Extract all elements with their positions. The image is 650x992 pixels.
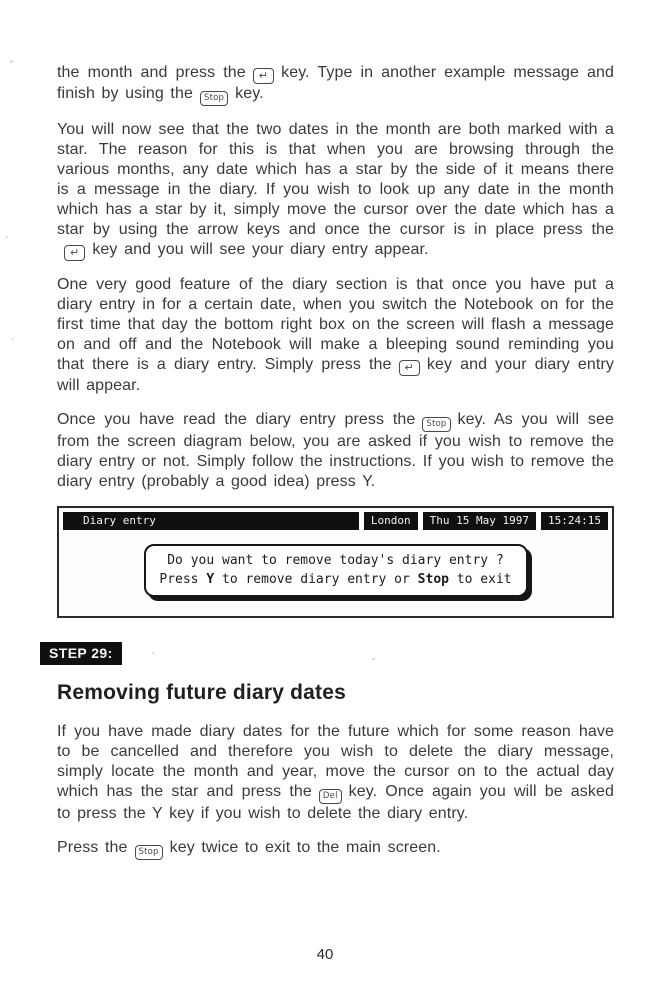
stop-key-icon — [135, 845, 163, 861]
screen-titlebar — [63, 512, 608, 530]
scan-speck — [10, 60, 13, 63]
dialog-line-2 — [152, 570, 520, 589]
titlebar-time: 15:24:15 — [541, 512, 608, 530]
scan-speck — [6, 236, 8, 238]
paragraph-6 — [57, 838, 614, 860]
paragraph-text: key and your diary entry will appear. — [57, 356, 614, 394]
dialog-text: Press — [159, 572, 207, 587]
paragraph-text: One very good feature of the diary section is that once you have put a diary entry in for a certain date, when you switch the Notebook on for the first time that day the bottom right box on the screen will flash a message on and off and the Notebook will make a bleeping sound reminding you that there is a diary entry. Simply press the — [57, 276, 614, 373]
paragraph-text: the month and press the — [57, 64, 246, 81]
scan-speck — [152, 652, 154, 654]
screen-diagram — [57, 506, 614, 618]
titlebar-date: Thu 15 May 1997 — [423, 512, 536, 530]
page-number: 40 — [316, 946, 334, 963]
titlebar-location: London — [364, 512, 418, 530]
paragraph-2 — [57, 120, 614, 261]
stop-key-text: Stop — [417, 572, 449, 587]
section-heading: Removing future diary dates — [57, 681, 346, 704]
del-key-label: Del — [322, 791, 338, 801]
paragraph-text: Once you have read the diary entry press the — [57, 411, 416, 428]
stop-key-label: Stop — [138, 847, 159, 857]
stop-key-icon — [422, 417, 450, 433]
paragraph-text: key and you will see your diary entry appear. — [92, 241, 429, 258]
dialog-text: to remove diary entry or — [214, 572, 418, 587]
scan-speck — [372, 658, 375, 660]
paragraph-text: If you have made diary dates for the future which for some reason have to be cancelled and therefore you wish to delete the diary message, simply locate the month and year, move the cursor on to the actual day which has the star and press the — [57, 723, 614, 800]
paragraph-4 — [57, 410, 614, 492]
stop-key-label: Stop — [426, 419, 447, 429]
stop-key-icon — [200, 91, 228, 107]
del-key-icon — [319, 789, 342, 805]
enter-key-glyph: ↵ — [258, 69, 269, 82]
step-badge: STEP 29: — [40, 642, 122, 665]
paragraph-text: key. As you will see from the screen diagram below, you are asked if you wish to remove the diary entry or not. Simply follow the instructions. If you wish to remove the diary entry (probably a good idea) press Y. — [57, 411, 614, 490]
enter-key-icon — [253, 68, 274, 84]
paragraph-text: Press the — [57, 839, 128, 856]
paragraph-text: You will now see that the two dates in the month are both marked with a star. The reason for this is that when you are browsing through the various months, any date which has a star by the side of it means there is a message in the diary. If you wish to look up any date in the month which has a star by it, simply move the cursor over the date which has a star by using the arrow keys and once the cursor is in place press the — [57, 121, 614, 238]
paragraph-text: key twice to exit to the main screen. — [169, 839, 441, 856]
page-content — [49, 63, 614, 874]
dialog-line-1: Do you want to remove today's diary entry ? — [167, 553, 504, 568]
enter-key-glyph: ↵ — [70, 246, 80, 259]
stop-key-label: Stop — [203, 93, 225, 103]
paragraph-text: key. — [235, 85, 264, 102]
paragraph-text: key. Type in another example message and finish by using the — [57, 64, 614, 102]
paragraph-3 — [57, 275, 614, 396]
y-key-text: Y — [206, 572, 215, 587]
remove-entry-dialog — [144, 544, 528, 597]
dialog-text: to exit — [448, 572, 512, 587]
paragraph-5 — [57, 722, 614, 824]
enter-key-glyph: ↵ — [404, 361, 414, 374]
scan-speck — [12, 338, 14, 340]
enter-key-icon — [399, 360, 420, 376]
paragraph-1 — [57, 63, 614, 106]
titlebar-title: Diary entry — [63, 512, 359, 530]
paragraph-text: key. Once again you will be asked to press the Y key if you wish to delete the diary entry. — [57, 783, 614, 822]
enter-key-icon — [64, 245, 85, 261]
